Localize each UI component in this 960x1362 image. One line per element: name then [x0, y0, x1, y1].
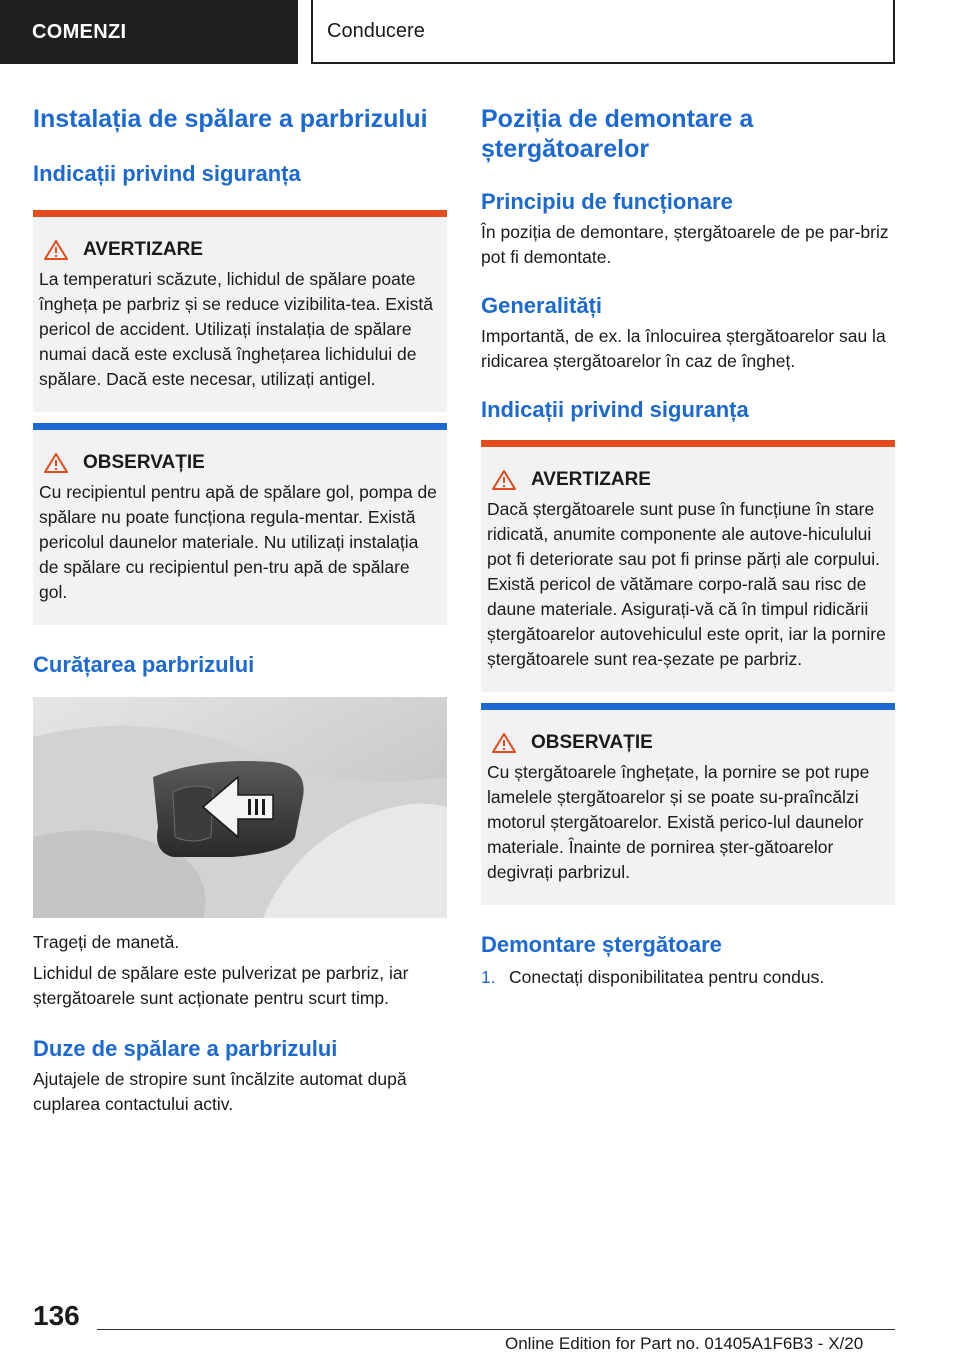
left-safety-heading: Indicații privind siguranța	[33, 161, 301, 186]
left-warning-text: La temperaturi scăzute, lichidul de spălare poate îngheța pe parbriz și se reduce vizibilita-tea. Există pericol de accident. Utilizați instalația de spălare numai dacă este exclusă înghețarea lichidului de spălare. Dacă este necesar, utilizați antigel.	[39, 269, 433, 389]
right-warning-title	[491, 469, 889, 491]
step-number: 1.	[481, 967, 496, 987]
section-tab	[0, 0, 298, 64]
left-warning-box	[33, 210, 447, 412]
right-notice-text: Cu ștergătoarele înghețate, la pornire se pot rupe lamelele ștergătoarelor și se poate su-praîncălzi motorul ștergătoarelor. Există perico-lul daunelor materiale. Înainte de pornirea șter-gătoarelor degivrați parbrizul.	[487, 762, 870, 882]
left-column	[33, 100, 447, 1117]
warning-triangle-icon	[43, 239, 69, 261]
left-notice-box	[33, 423, 447, 625]
cleaning-step: Trageți de manetă.	[33, 932, 180, 952]
list-item	[481, 965, 895, 990]
right-notice-label: OBSERVAȚIE	[531, 732, 653, 753]
right-warning-text: Dacă ștergătoarele sunt puse în funcțiune în stare ridicată, anumite componente ale autove-hiculului pot fi deteriorate sau pot fi prinse părți ale corpului. Există pericol de vătămare corpo-rală sau risc de daune materiale. Asigurați-vă că în timpul ridicării ștergătoarelor autovehiculul este oprit, iar la pornire ștergătoarele sunt rea-șezate pe parbriz.	[487, 499, 886, 669]
right-warning-label: AVERTIZARE	[531, 469, 651, 490]
step-text: Conectați disponibilitatea pentru condus.	[509, 967, 825, 987]
left-warning-title	[43, 239, 441, 261]
principle-text: În poziția de demontare, ștergătoarele de pe par-briz pot fi demontate.	[481, 222, 889, 267]
general-text: Importantă, de ex. la înlocuirea ștergătoarelor sau la ridicarea ștergătoarelor în caz de îngheț.	[481, 326, 886, 371]
general-heading: Generalități	[481, 293, 603, 318]
cleaning-result: Lichidul de spălare este pulverizat pe parbriz, iar ștergătoarele sunt acționate pentru scurt timp.	[33, 963, 409, 1008]
wiper-stalk-illustration	[33, 697, 447, 918]
page-number: 136	[33, 1300, 80, 1331]
footer-divider	[97, 1329, 895, 1330]
remove-wipers-heading: Demontare ștergătoare	[481, 932, 722, 957]
removal-position-heading: Poziția de demontare a ștergătoarelor	[481, 105, 754, 163]
right-safety-heading: Indicații privind siguranța	[481, 397, 749, 422]
chapter-title: Conducere	[327, 19, 425, 42]
notice-triangle-icon	[491, 732, 517, 754]
principle-heading: Principiu de funcționare	[481, 189, 733, 214]
warning-triangle-icon	[491, 469, 517, 491]
edition-text: Online Edition for Part no. 01405A1F6B3 - X/20	[505, 1334, 864, 1353]
right-column	[481, 100, 895, 990]
left-notice-text: Cu recipientul pentru apă de spălare gol, pompa de spălare nu poate funcționa regula-mentar. Există pericolul daunelor materiale. Nu utilizați instalația de spălare cu recipientul pen-tru apă de spălare gol.	[39, 482, 437, 602]
right-notice-box	[481, 703, 895, 905]
right-warning-box	[481, 440, 895, 692]
notice-triangle-icon	[43, 452, 69, 474]
washer-heading: Instalația de spălare a parbrizului	[33, 105, 428, 133]
left-notice-label: OBSERVAȚIE	[83, 452, 205, 473]
section-title: COMENZI	[32, 20, 127, 43]
left-warning-label: AVERTIZARE	[83, 239, 203, 260]
wiper-stalk-figure	[33, 697, 447, 918]
chapter-tab	[311, 0, 895, 64]
right-notice-title	[491, 732, 889, 754]
cleaning-heading: Curățarea parbrizului	[33, 652, 255, 677]
nozzles-text: Ajutajele de stropire sunt încălzite automat după cuplarea contactului activ.	[33, 1069, 407, 1114]
nozzles-heading: Duze de spălare a parbrizului	[33, 1036, 338, 1061]
left-notice-title	[43, 452, 441, 474]
